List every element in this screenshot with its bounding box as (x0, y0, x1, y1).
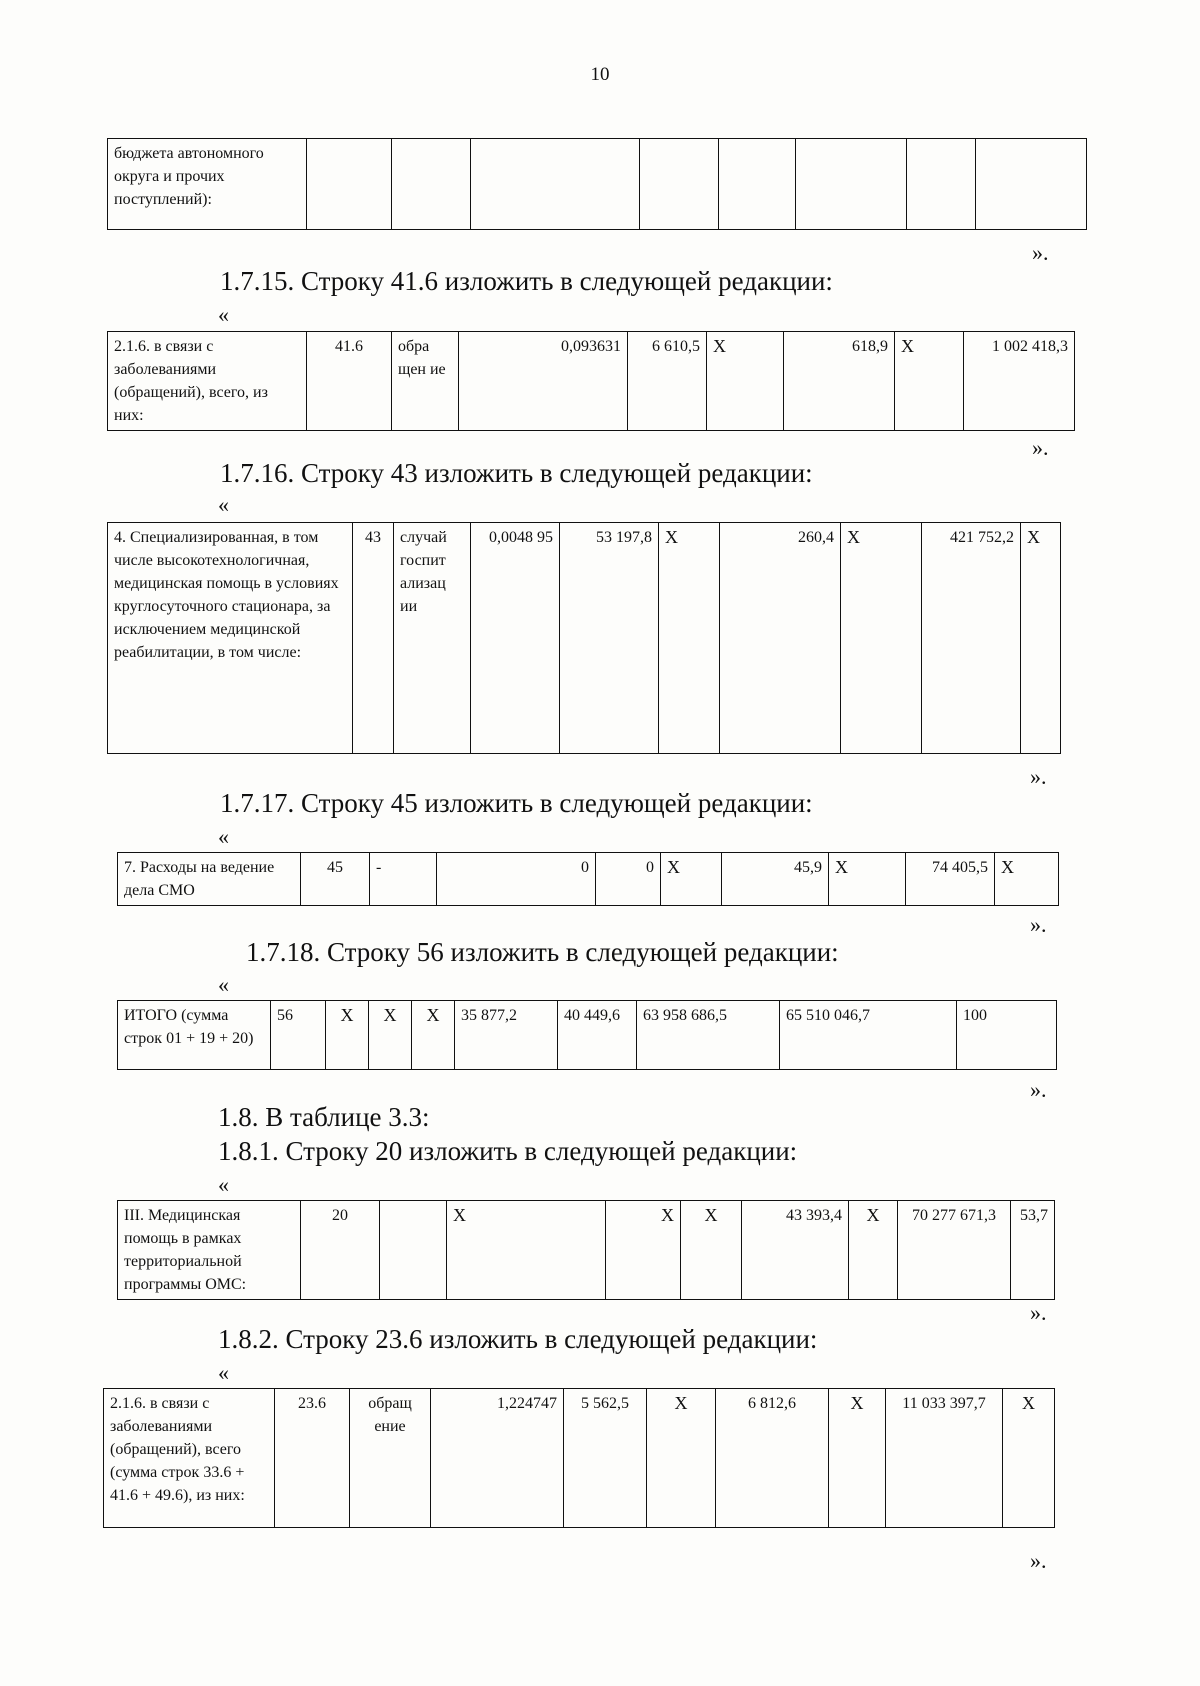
table-row (108, 523, 1061, 754)
opening-quote: « (218, 492, 229, 517)
value-cell: 260,4 (720, 523, 841, 754)
table-row-41-6 (107, 331, 1075, 431)
opening-quote: « (218, 1172, 229, 1197)
table-row-45 (117, 852, 1059, 906)
value-cell: Х (681, 1201, 742, 1300)
table-cell (976, 139, 1087, 230)
unit-cell (380, 1201, 447, 1300)
value-cell: 6 812,6 (716, 1389, 829, 1528)
value-cell: Х (412, 1001, 455, 1070)
closing-quote: ». (1032, 435, 1049, 460)
unit-cell: обращ ение (350, 1389, 431, 1528)
value-cell: 70 277 671,3 (898, 1201, 1011, 1300)
value-cell: 6 610,5 (628, 332, 707, 431)
value-cell: Х (369, 1001, 412, 1070)
row-number: 43 (353, 523, 394, 754)
value-cell: Х (829, 1389, 886, 1528)
section-heading: 1.8. В таблице 3.3: (218, 1102, 430, 1132)
value-cell: 65 510 046,7 (780, 1001, 957, 1070)
opening-quote: « (218, 824, 229, 849)
table-row-43 (107, 522, 1061, 754)
section-heading: 1.8.1. Строку 20 изложить в следующей редакции: (218, 1136, 798, 1166)
value-cell: 1 002 418,3 (964, 332, 1075, 431)
value-cell: 40 449,6 (558, 1001, 637, 1070)
closing-quote: ». (1030, 912, 1047, 937)
value-cell: Х (849, 1201, 898, 1300)
value-cell: Х (1021, 523, 1061, 754)
value-cell: Х (647, 1389, 716, 1528)
value-cell: Х (606, 1201, 681, 1300)
row-label: 7. Расходы на ведение дела СМО (118, 853, 301, 906)
opening-quote: « (218, 1360, 229, 1385)
row-number: 56 (271, 1001, 326, 1070)
value-cell: 35 877,2 (455, 1001, 558, 1070)
value-cell: Х (841, 523, 922, 754)
table-cell (392, 139, 471, 230)
section-heading: 1.7.15. Строку 41.6 изложить в следующей редакции: (220, 266, 833, 296)
value-cell: 53,7 (1011, 1201, 1055, 1300)
opening-quote: « (218, 972, 229, 997)
value-cell: 53 197,8 (560, 523, 659, 754)
value-cell: Х (326, 1001, 369, 1070)
value-cell: Х (661, 853, 722, 906)
value-cell: 11 033 397,7 (886, 1389, 1003, 1528)
value-cell: 45,9 (722, 853, 829, 906)
table-cell (719, 139, 796, 230)
table-row (108, 332, 1075, 431)
row-label: 4. Специализированная, в том числе высокотехнологичная, медицинская помощь в условиях круглосуточного стационара, за исключением медицинской реабилитации, в том числе: (108, 523, 353, 754)
value-cell: 5 562,5 (564, 1389, 647, 1528)
unit-cell: случай госпит ализац ии (394, 523, 471, 754)
row-label: 2.1.6. в связи с заболеваниями (обращений), всего (сумма строк 33.6 + 41.6 + 49.6), из них: (104, 1389, 275, 1528)
table-cell (307, 139, 392, 230)
closing-quote: ». (1030, 764, 1047, 789)
value-cell: Х (995, 853, 1059, 906)
section-heading: 1.7.17. Строку 45 изложить в следующей редакции: (220, 788, 813, 818)
row-number: 45 (301, 853, 370, 906)
value-cell: 0 (437, 853, 596, 906)
value-cell: Х (829, 853, 906, 906)
value-cell: 421 752,2 (922, 523, 1021, 754)
table-fragment-top (107, 138, 1087, 230)
unit-cell: обра щен ие (392, 332, 459, 431)
section-heading: 1.7.18. Строку 56 изложить в следующей редакции: (246, 937, 839, 967)
value-cell: Х (895, 332, 964, 431)
row-label: 2.1.6. в связи с заболеваниями (обращений), всего, из них: (108, 332, 307, 431)
table-cell-label: бюджета автономного округа и прочих поступлений): (108, 139, 307, 230)
value-cell: 0 (596, 853, 661, 906)
value-cell: 63 958 686,5 (637, 1001, 780, 1070)
value-cell: Х (1003, 1389, 1055, 1528)
table-row-23-6 (103, 1388, 1055, 1528)
table-cell (907, 139, 976, 230)
value-cell: 100 (957, 1001, 1057, 1070)
table-cell (640, 139, 719, 230)
table-row (108, 139, 1087, 230)
value-cell: 0,093631 (459, 332, 628, 431)
closing-quote: ». (1030, 1077, 1047, 1102)
table-row-20 (117, 1200, 1055, 1300)
row-number: 23.6 (275, 1389, 350, 1528)
value-cell: 1,224747 (431, 1389, 564, 1528)
section-heading: 1.8.2. Строку 23.6 изложить в следующей редакции: (218, 1324, 818, 1354)
table-cell (471, 139, 640, 230)
page-number: 10 (590, 64, 610, 85)
value-cell: Х (659, 523, 720, 754)
section-heading: 1.7.16. Строку 43 изложить в следующей редакции: (220, 458, 813, 488)
row-label: III. Медицинская помощь в рамках территориальной программы ОМС: (118, 1201, 301, 1300)
value-cell: 74 405,5 (906, 853, 995, 906)
table-row (118, 853, 1059, 906)
table-cell (796, 139, 907, 230)
closing-quote: ». (1032, 240, 1049, 265)
row-number: 41.6 (307, 332, 392, 431)
value-cell: 0,0048 95 (471, 523, 560, 754)
table-row (118, 1001, 1057, 1070)
row-label: ИТОГО (сумма строк 01 + 19 + 20) (118, 1001, 271, 1070)
value-cell: Х (707, 332, 784, 431)
value-cell: 618,9 (784, 332, 895, 431)
unit-cell: - (370, 853, 437, 906)
value-cell: Х (447, 1201, 606, 1300)
row-number: 20 (301, 1201, 380, 1300)
table-row (104, 1389, 1055, 1528)
closing-quote: ». (1030, 1548, 1047, 1573)
value-cell: 43 393,4 (742, 1201, 849, 1300)
opening-quote: « (218, 302, 229, 327)
table-row-56 (117, 1000, 1057, 1070)
closing-quote: ». (1030, 1300, 1047, 1325)
table-row (118, 1201, 1055, 1300)
